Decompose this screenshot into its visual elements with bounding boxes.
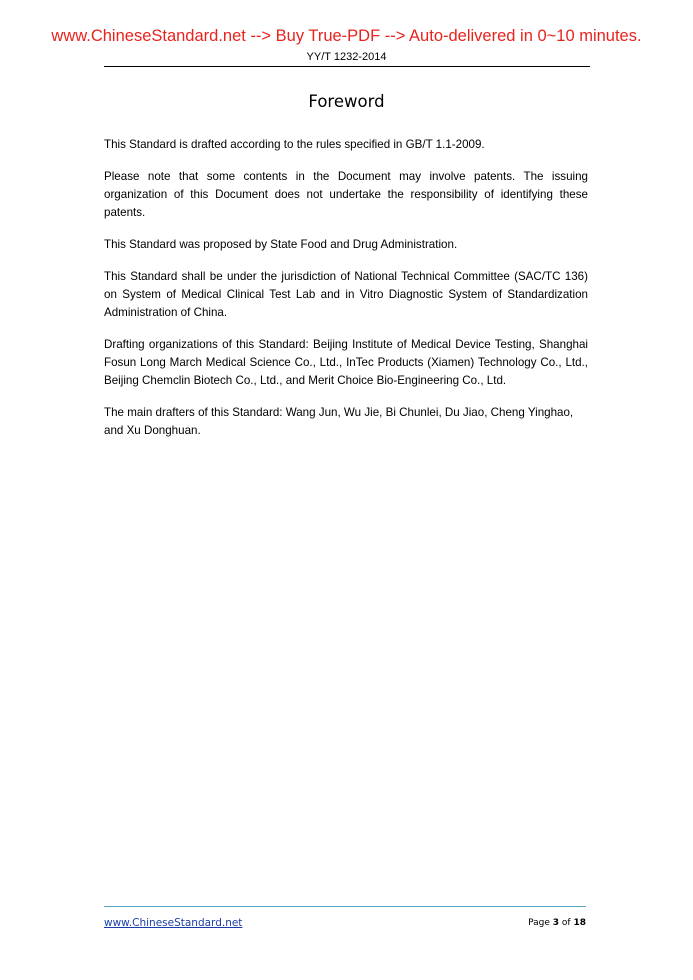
document-body (104, 136, 588, 454)
footer-divider (104, 906, 586, 907)
promo-banner: www.ChineseStandard.net --> Buy True-PDF --> Auto-delivered in 0~10 minutes. (51, 27, 642, 45)
paragraph-main-drafters: The main drafters of this Standard: Wang Jun, Wu Jie, Bi Chunlei, Du Jiao, Cheng Yinghao, and Xu Donghuan. (104, 406, 574, 437)
page-current: 3 (552, 918, 560, 928)
page-of-label: of (561, 918, 571, 928)
page-number (476, 918, 586, 928)
paragraph-drafting-rules: This Standard is drafted according to the rules specified in GB/T 1.1-2009. (104, 138, 485, 151)
page-label: Page (528, 918, 550, 928)
paragraph-proposed-by: This Standard was proposed by State Food and Drug Administration. (104, 238, 458, 251)
page-total: 18 (573, 918, 586, 928)
paragraph-patents-notice: Please note that some contents in the Document may involve patents. The issuing organization of this Document does not undertake the responsibility of identifying these patents. (104, 170, 588, 219)
paragraph-jurisdiction: This Standard shall be under the jurisdiction of National Technical Committee (SAC/TC 136) on System of Medical Clinical Test Lab and in Vitro Diagnostic System of Standardization Administration of China. (104, 270, 588, 319)
header-divider (104, 66, 590, 67)
footer-website-link[interactable]: www.ChineseStandard.net (104, 917, 243, 929)
paragraph-drafting-organizations: Drafting organizations of this Standard: Beijing Institute of Medical Device Testing, Shanghai Fosun Long March Medical Science Co., Ltd., InTec Products (Xiamen) Technology Co., Ltd., Beijing Chemclin Biotech Co., Ltd., and Merit Choice Bio-Engineering Co., Ltd. (104, 338, 588, 387)
standard-code-header: YY/T 1232-2014 (306, 51, 387, 63)
page-title: Foreword (308, 92, 385, 111)
